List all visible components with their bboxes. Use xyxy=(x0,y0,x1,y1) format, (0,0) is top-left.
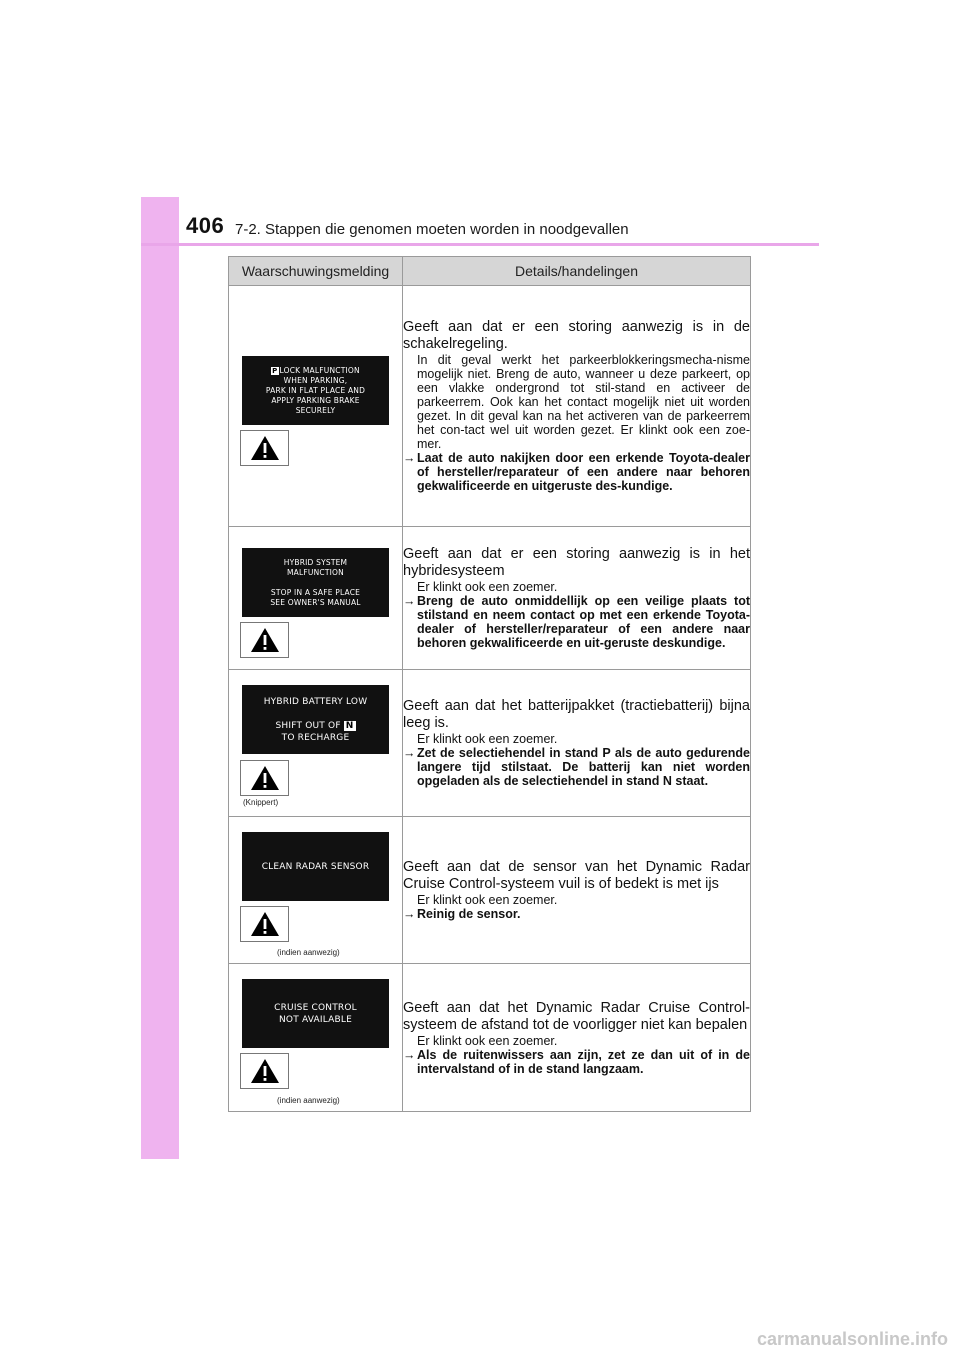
availability-note: (indien aanwezig) xyxy=(277,1096,340,1105)
action-text: Laat de auto nakijken door een erkende Toyota-dealer of hersteller/reparateur of een andere naar behoren gekwalificeerde en uitgeruste des-kundige. xyxy=(417,451,750,493)
note: In dit geval werkt het parkeerblokkeringsmecha-nisme mogelijk niet. Breng de auto, wanneer u deze parkeert, op een vlakke ondergrond tot stil-stand en activeer de parkeerrem. Ook kan het contact mogelijk niet uit worden gezet. In dit geval kan na het activeren van de parkeerrem het con-tact wel uit worden gezet. Er klinkt ook een zoe-mer. xyxy=(417,353,750,451)
screen-line: MALFUNCTION xyxy=(287,567,344,577)
screen-line: CRUISE CONTROL xyxy=(274,1002,357,1013)
arrow-icon: → xyxy=(403,594,416,608)
screen-line: TO RECHARGE xyxy=(281,732,350,743)
screen-line xyxy=(271,366,360,376)
action xyxy=(403,907,750,921)
screen-line: CLEAN RADAR SENSOR xyxy=(261,861,370,872)
column-header-details: Details/handelingen xyxy=(403,257,751,286)
details-cell xyxy=(403,286,751,527)
screen-line xyxy=(314,578,317,588)
screen-line: PARK IN FLAT PLACE AND xyxy=(265,385,366,395)
side-tab xyxy=(141,197,179,1159)
note: Er klinkt ook een zoemer. xyxy=(417,580,558,594)
action xyxy=(403,1048,750,1076)
action xyxy=(403,451,750,493)
warning-triangle-icon xyxy=(240,1053,289,1089)
arrow-icon: → xyxy=(403,746,416,760)
description: Geeft aan dat het Dynamic Radar Cruise Control-systeem de afstand tot de voorligger niet kan bepalen xyxy=(403,999,750,1033)
screen-line xyxy=(314,708,317,720)
screen-line: SEE OWNER'S MANUAL xyxy=(270,597,361,607)
display-screen xyxy=(242,979,389,1048)
warning-triangle-icon xyxy=(240,760,289,796)
watermark: carmanualsonline.info xyxy=(756,1329,948,1349)
arrow-icon: → xyxy=(403,907,416,921)
details-cell xyxy=(403,527,751,670)
action-text: Reinig de sensor. xyxy=(417,907,521,921)
table-row xyxy=(229,964,751,1112)
warning-triangle-icon xyxy=(240,622,289,658)
note: Er klinkt ook een zoemer. xyxy=(417,893,558,907)
screen-line: WHEN PARKING, xyxy=(283,375,348,385)
column-header-warning: Waarschuwingsmelding xyxy=(229,257,403,286)
arrow-icon: → xyxy=(403,1047,416,1062)
availability-note: (indien aanwezig) xyxy=(277,948,340,957)
action-text: Zet de selectiehendel in stand P als de auto gedurende langere tijd stilstaat. De batterij kan niet worden opgeladen als de selectiehendel in stand N staat. xyxy=(417,746,750,788)
page-number: 406 xyxy=(186,213,225,238)
warning-image-cell xyxy=(229,817,403,964)
screen-line: APPLY PARKING BRAKE xyxy=(271,395,360,405)
blink-note: (Knippert) xyxy=(243,798,279,807)
warning-table xyxy=(228,256,751,1112)
screen-line: STOP IN A SAFE PLACE xyxy=(270,587,361,597)
section-title: 7-2. Stappen die genomen moeten worden in noodgevallen xyxy=(235,221,629,238)
action xyxy=(403,746,750,788)
table-header-row xyxy=(229,257,751,286)
warning-triangle-icon xyxy=(240,430,289,466)
table-row xyxy=(229,670,751,817)
warning-image-cell xyxy=(229,527,403,670)
description: Geeft aan dat er een storing aanwezig is in de schakelregeling. xyxy=(403,319,750,352)
n-indicator-icon: N xyxy=(345,720,354,731)
description: Geeft aan dat het batterijpakket (tractiebatterij) bijna leeg is. xyxy=(403,698,750,731)
table-row xyxy=(229,286,751,527)
note: Er klinkt ook een zoemer. xyxy=(417,1033,558,1048)
table-row xyxy=(229,527,751,670)
screen-line-text: SHIFT OUT OF xyxy=(275,720,344,731)
details-cell xyxy=(403,670,751,817)
screen-line-text: LOCK MALFUNCTION xyxy=(279,365,360,375)
warning-image-cell xyxy=(229,964,403,1112)
display-screen xyxy=(242,356,389,425)
note: Er klinkt ook een zoemer. xyxy=(417,732,558,746)
display-screen xyxy=(242,685,389,754)
action-text: Als de ruitenwissers aan zijn, zet ze dan uit of in de intervalstand of in de stand langzaam. xyxy=(417,1047,750,1076)
warning-triangle-icon xyxy=(240,906,289,942)
screen-line: HYBRID SYSTEM xyxy=(283,557,348,567)
table-row xyxy=(229,817,751,964)
details-cell xyxy=(403,964,751,1112)
screen-line: NOT AVAILABLE xyxy=(278,1014,352,1025)
screen-line: SECURELY xyxy=(295,405,336,415)
warning-image-cell xyxy=(229,286,403,527)
details-cell xyxy=(403,817,751,964)
header-rule xyxy=(141,243,819,246)
warning-image-cell xyxy=(229,670,403,817)
screen-line: HYBRID BATTERY LOW xyxy=(263,696,368,707)
action xyxy=(403,594,750,650)
description: Geeft aan dat de sensor van het Dynamic Radar Cruise Control-systeem vuil is of bedekt is met ijs xyxy=(403,859,750,892)
display-screen xyxy=(242,548,389,617)
display-screen xyxy=(242,832,389,901)
p-indicator-icon: P xyxy=(272,366,278,375)
description: Geeft aan dat er een storing aanwezig is in het hybridesysteem xyxy=(403,546,750,579)
arrow-icon: → xyxy=(403,451,416,465)
screen-line xyxy=(276,720,356,732)
action-text: Breng de auto onmiddellijk op een veilige plaats tot stilstand en neem contact op met een erkende Toyota-dealer of hersteller/reparateur of een andere naar behoren gekwalificeerde en uit-geruste deskundige. xyxy=(417,594,750,650)
